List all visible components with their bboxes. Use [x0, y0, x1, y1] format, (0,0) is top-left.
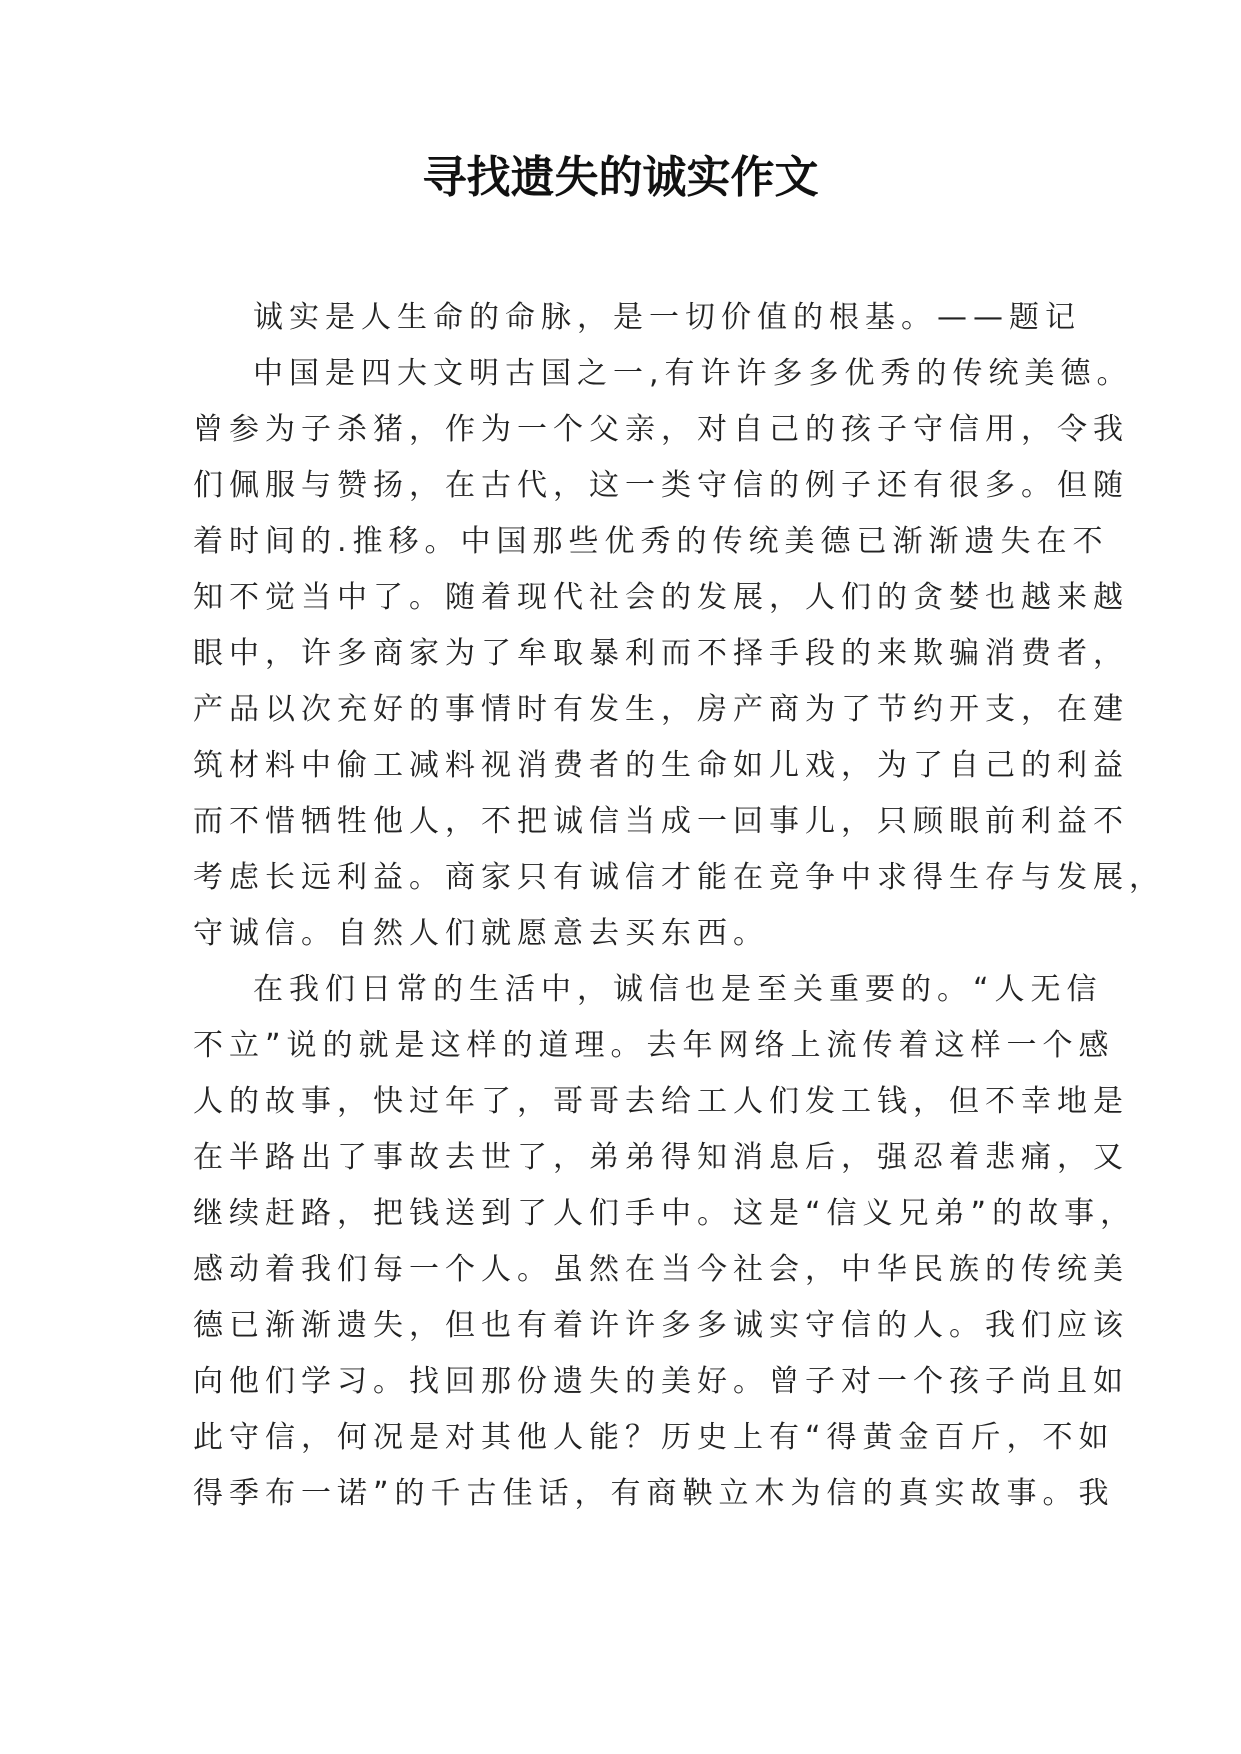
text-line: 守诚信。自然人们就愿意去买东西。: [193, 916, 769, 951]
text-line: 在我们日常的生活中，诚信也是至关重要的。“人无信: [253, 972, 1103, 1007]
text-line: 知不觉当中了。随着现代社会的发展，人们的贪婪也越来越: [193, 580, 1129, 615]
text-line: 曾参为子杀猪，作为一个父亲，对自己的孩子守信用，令我: [193, 412, 1129, 447]
paragraph-1: [193, 346, 1165, 962]
text-line: 而不惜牺牲他人，不把诚信当成一回事儿，只顾眼前利益不: [193, 804, 1129, 839]
text-line: 得季布一诺”的千古佳话，有商鞅立木为信的真实故事。我: [193, 1476, 1115, 1511]
text-line: 在半路出了事故去世了，弟弟得知消息后，强忍着悲痛，又: [193, 1140, 1129, 1175]
paragraph-epigraph: [193, 290, 1081, 346]
text-line: 中国是四大文明古国之一,有许许多多优秀的传统美德。: [253, 356, 1133, 391]
text-line: 着时间的.推移。中国那些优秀的传统美德已渐渐遗失在不: [193, 524, 1109, 559]
text-line: 不立”说的就是这样的道理。去年网络上流传着这样一个感: [193, 1028, 1115, 1063]
document-title: 寻找遗失的诚实作文: [422, 152, 819, 203]
text-line: 们佩服与赞扬，在古代，这一类守信的例子还有很多。但随: [193, 468, 1129, 503]
paragraph-2: [193, 962, 1137, 1522]
text-line: 人的故事，快过年了，哥哥去给工人们发工钱，但不幸地是: [193, 1084, 1129, 1119]
text-line: 筑材料中偷工减料视消费者的生命如儿戏，为了自己的利益: [193, 748, 1129, 783]
text-line: 诚实是人生命的命脉，是一切价值的根基。——题记: [253, 300, 1081, 335]
text-line: 考虑长远利益。商家只有诚信才能在竞争中求得生存与发展，: [193, 860, 1165, 895]
text-line: 继续赶路，把钱送到了人们手中。这是“信义兄弟”的故事，: [193, 1196, 1137, 1231]
text-line: 感动着我们每一个人。虽然在当今社会，中华民族的传统美: [193, 1252, 1129, 1287]
document-body: [193, 290, 1165, 1522]
text-line: 向他们学习。找回那份遗失的美好。曾子对一个孩子尚且如: [193, 1364, 1129, 1399]
text-line: 眼中，许多商家为了牟取暴利而不择手段的来欺骗消费者，: [193, 636, 1129, 671]
text-line: 德已渐渐遗失，但也有着许许多多诚实守信的人。我们应该: [193, 1308, 1129, 1343]
text-line: 产品以次充好的事情时有发生，房产商为了节约开支，在建: [193, 692, 1129, 727]
text-line: 此守信，何况是对其他人能？历史上有“得黄金百斤，不如: [193, 1420, 1115, 1455]
